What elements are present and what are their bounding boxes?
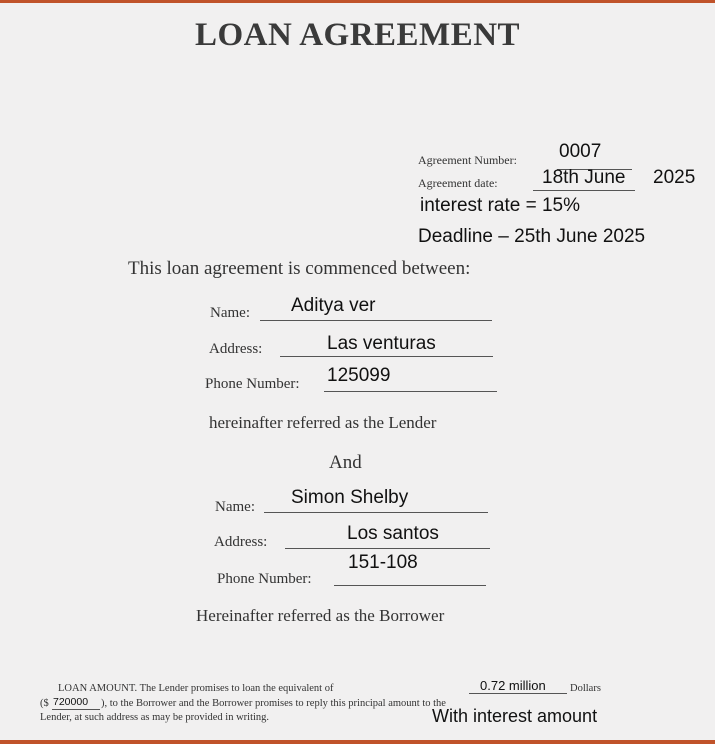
- borrower-name-label: Name:: [215, 499, 255, 515]
- loan-clause-line3: Lender, at such address as may be provided in writing.: [40, 712, 270, 723]
- agreement-date-value: 18th June: [542, 167, 626, 188]
- agreement-date-line: [533, 190, 635, 191]
- borrower-address-value: Los santos: [347, 523, 439, 544]
- borrower-name-value: Simon Shelby: [291, 487, 409, 508]
- deadline-note: Deadline – 25th June 2025: [418, 226, 646, 247]
- lender-address-label: Address:: [209, 341, 263, 357]
- loan-amount-words: 0.72 million: [480, 678, 546, 693]
- loan-amount-number: 720000: [53, 696, 89, 708]
- loan-amount-number-line: [52, 709, 100, 710]
- and-text: And: [329, 452, 362, 473]
- borrower-role-text: Hereinafter referred as the Borrower: [196, 606, 445, 625]
- borrower-phone-line: [334, 585, 486, 586]
- document-page: [0, 3, 715, 740]
- lender-phone-line: [324, 391, 497, 392]
- lender-name-value: Aditya ver: [291, 295, 376, 316]
- agreement-number-value: 0007: [559, 141, 602, 162]
- agreement-date-label: Agreement date:: [418, 176, 498, 190]
- document-title: LOAN AGREEMENT: [194, 17, 521, 53]
- agreement-number-label: Agreement Number:: [418, 153, 517, 167]
- lender-phone-label: Phone Number:: [205, 376, 300, 392]
- lender-name-line: [260, 320, 492, 321]
- interest-rate-note: interest rate = 15%: [420, 195, 581, 216]
- borrower-name-line: [264, 512, 488, 513]
- loan-clause-dollars: Dollars: [570, 683, 601, 694]
- loan-clause-line1: LOAN AMOUNT. The Lender promises to loan the equivalent of: [58, 683, 334, 694]
- lender-role-text: hereinafter referred as the Lender: [209, 413, 437, 432]
- loan-clause-paren: ($: [40, 698, 49, 709]
- lender-address-line: [280, 356, 493, 357]
- interest-amount-note: With interest amount: [432, 706, 598, 726]
- borrower-address-label: Address:: [214, 534, 268, 550]
- lender-phone-value: 125099: [327, 365, 391, 386]
- borrower-phone-label: Phone Number:: [217, 571, 312, 587]
- borrower-phone-value: 151-108: [348, 552, 418, 573]
- intro-text: This loan agreement is commenced between:: [128, 258, 471, 279]
- agreement-date-year: 2025: [653, 167, 696, 188]
- loan-clause-line2: ), to the Borrower and the Borrower promises to reply this principal amount to the: [101, 698, 446, 709]
- loan-amount-words-line: [469, 693, 567, 694]
- lender-address-value: Las venturas: [327, 333, 436, 354]
- lender-name-label: Name:: [210, 305, 250, 321]
- borrower-address-line: [285, 548, 490, 549]
